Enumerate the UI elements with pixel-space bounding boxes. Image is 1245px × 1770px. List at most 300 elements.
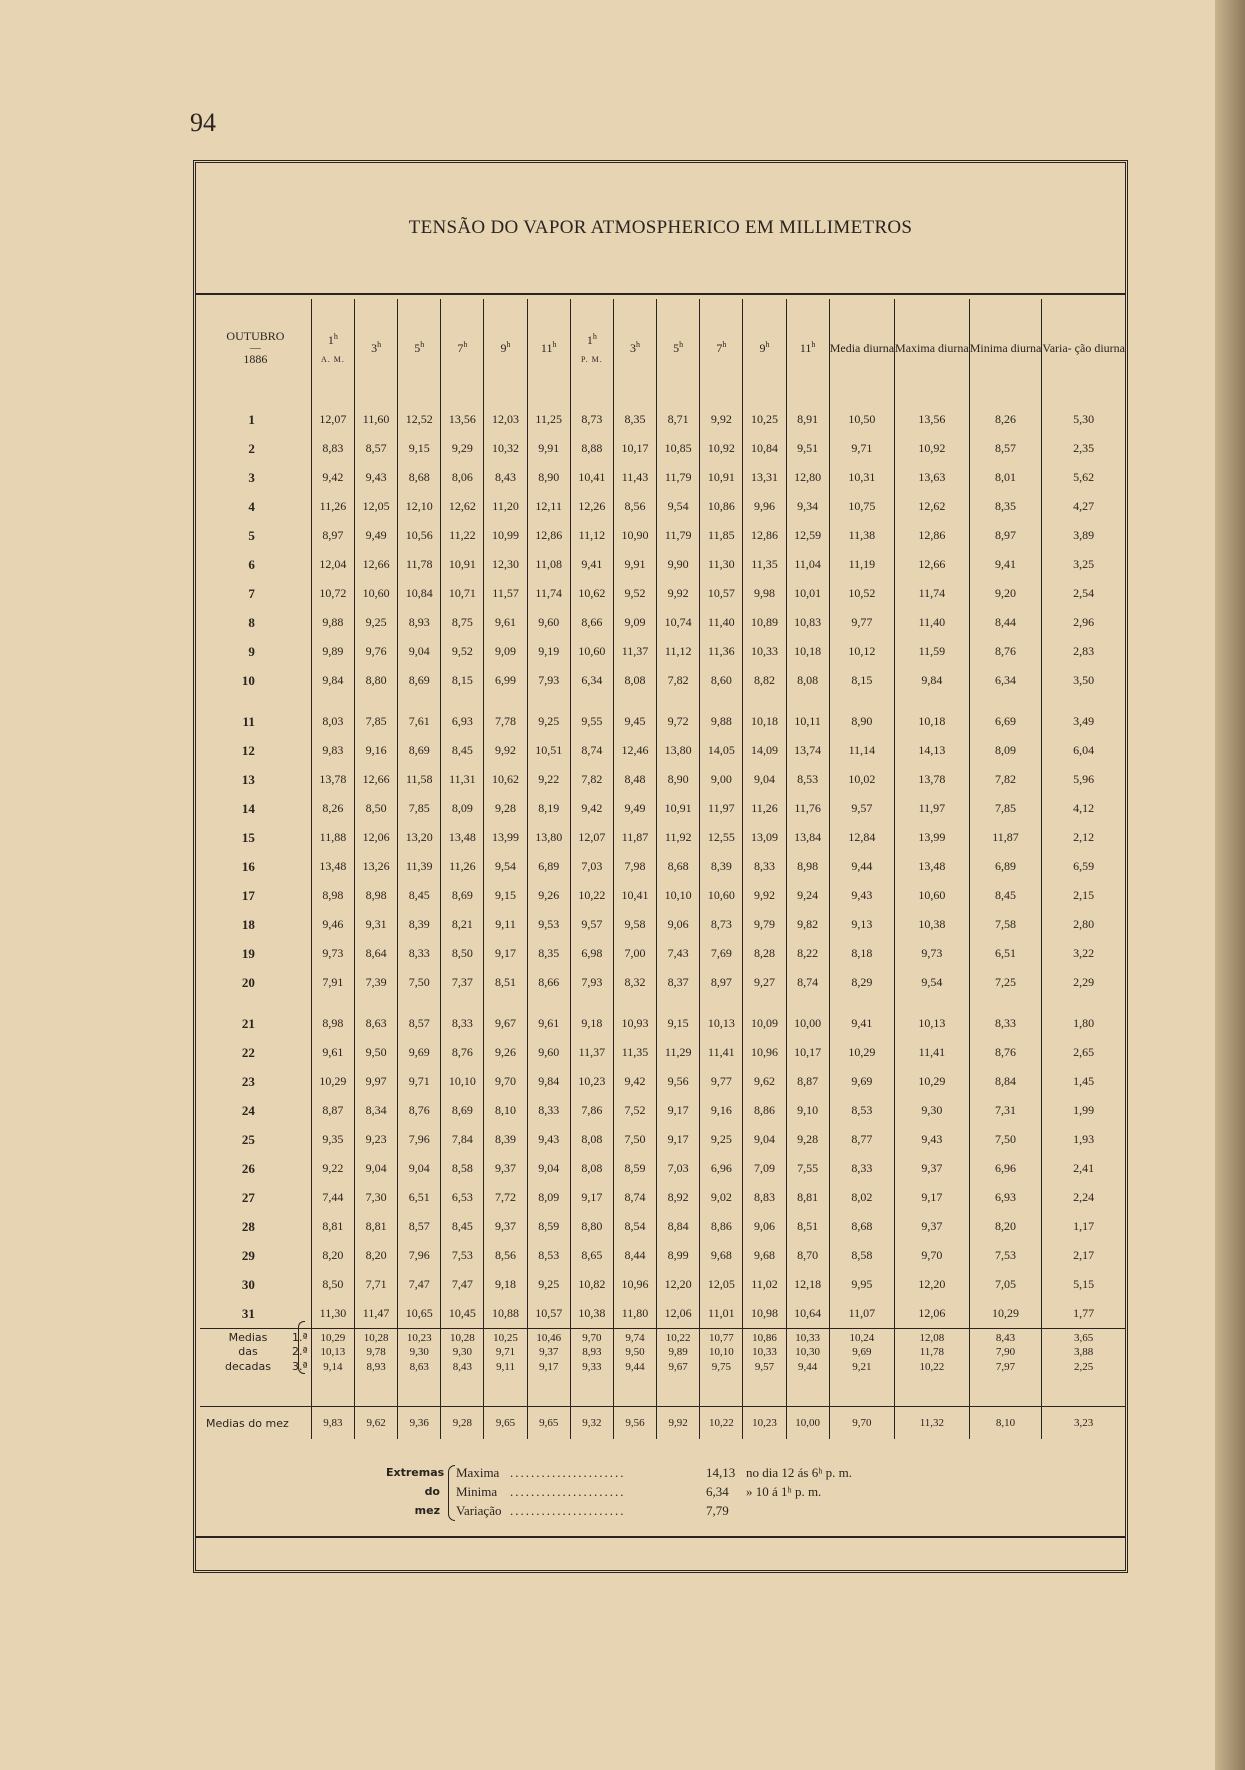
value-cell: 9,22 [527,765,570,794]
value-cell: 9,50 [613,1344,656,1359]
value-cell: 7,53 [969,1241,1042,1270]
value-cell: 8,08 [786,666,829,695]
value-cell: 13,26 [355,852,398,881]
header-hour-cell [570,299,613,397]
value-cell: 8,29 [829,968,894,997]
header-hour-cell [484,299,527,397]
value-cell: 9,16 [700,1096,743,1125]
value-cell: 9,16 [355,736,398,765]
value-cell: 12,10 [398,492,441,521]
value-cell: 1,99 [1042,1096,1125,1125]
header-media: Media diurna [829,340,895,355]
header-hour-cell [786,299,829,397]
value-cell: 13,56 [441,397,484,434]
value-cell: 10,29 [829,1038,894,1067]
value-cell: 8,74 [786,968,829,997]
value-cell: 8,34 [355,1096,398,1125]
value-cell: 12,62 [441,492,484,521]
value-cell: 13,99 [484,823,527,852]
value-cell: 9,92 [743,881,786,910]
hour-sup: h [679,340,684,349]
value-cell: 9,18 [484,1270,527,1299]
value-cell: 10,25 [484,1329,527,1345]
value-cell: 9,17 [657,1125,700,1154]
value-cell: 8,93 [570,1344,613,1359]
hour-number: 1 [586,333,593,347]
value-cell: 10,45 [441,1299,484,1329]
value-cell: 7,50 [398,968,441,997]
day-number: 15 [241,829,255,845]
value-cell: 7,69 [700,939,743,968]
value-cell: 9,70 [895,1241,970,1270]
value-cell: 12,26 [570,492,613,521]
gap-cell [311,695,354,707]
value-cell: 10,77 [700,1329,743,1345]
value-cell: 11,31 [441,765,484,794]
gap-cell [441,997,484,1009]
value-cell: 8,60 [700,666,743,695]
decade-label-word: decadas [225,1360,271,1373]
header-hour-cell [657,299,700,397]
gap-cell [441,1374,484,1407]
value-cell: 11,43 [613,463,656,492]
value-cell: 12,30 [484,550,527,579]
value-cell: 9,04 [398,1154,441,1183]
value-cell: 10,29 [311,1329,354,1345]
value-cell: 12,07 [311,397,354,434]
value-cell: 9,37 [895,1154,970,1183]
hour-number: 1 [327,333,334,347]
value-cell: 10,18 [895,707,970,736]
value-cell: 8,21 [441,910,484,939]
gap-cell [1042,1374,1125,1407]
gap-cell [613,997,656,1009]
decade-mean-row [200,1329,1125,1345]
value-cell: 9,30 [398,1344,441,1359]
value-cell: 12,66 [355,550,398,579]
gap-cell [355,1374,398,1407]
value-cell: 7,96 [398,1241,441,1270]
value-cell: 9,50 [355,1038,398,1067]
value-cell: 9,54 [657,492,700,521]
day-number: 4 [248,498,255,514]
value-cell: 2,35 [1042,434,1125,463]
value-cell: 9,42 [311,463,354,492]
value-cell: 9,61 [311,1038,354,1067]
gap-cell [700,1374,743,1407]
value-cell: 8,20 [311,1241,354,1270]
value-cell: 9,67 [484,1009,527,1038]
value-cell: 10,84 [743,434,786,463]
value-cell: 12,86 [895,521,970,550]
month-mean-row [200,1407,1125,1440]
hour-sup: h [722,340,727,349]
value-cell: 11,39 [398,852,441,881]
value-cell: 8,81 [786,1183,829,1212]
value-cell: 7,25 [969,968,1042,997]
table-row [200,492,1125,521]
value-cell: 9,92 [484,736,527,765]
value-cell: 13,80 [527,823,570,852]
value-cell: 11,88 [311,823,354,852]
value-cell: 9,17 [527,1359,570,1374]
gap-cell [829,1374,894,1407]
value-cell: 11,26 [441,852,484,881]
table-row [200,794,1125,823]
day-number: 24 [241,1102,255,1118]
value-cell: 10,28 [355,1329,398,1345]
value-cell: 12,55 [700,823,743,852]
value-cell: 10,18 [743,707,786,736]
value-cell: 8,45 [969,881,1042,910]
value-cell: 8,66 [527,968,570,997]
gap-cell [743,997,786,1009]
value-cell: 12,66 [895,550,970,579]
value-cell: 7,84 [441,1125,484,1154]
header-hour-cell [311,299,354,397]
day-number: 26 [241,1160,255,1176]
value-cell: 8,09 [527,1183,570,1212]
value-cell: 11,78 [398,550,441,579]
value-cell: 8,68 [829,1212,894,1241]
value-cell: 9,43 [829,881,894,910]
value-cell: 9,27 [743,968,786,997]
gap-cell [895,695,970,707]
value-cell: 10,92 [700,434,743,463]
value-cell: 10,50 [829,397,894,434]
value-cell: 8,73 [700,910,743,939]
value-cell: 9,61 [527,1009,570,1038]
value-cell: 13,80 [657,736,700,765]
value-cell: 11,40 [895,608,970,637]
value-cell: 9,97 [355,1067,398,1096]
value-cell: 10,89 [743,608,786,637]
table-row [200,608,1125,637]
value-cell: 8,80 [570,1212,613,1241]
value-cell: 10,82 [570,1270,613,1299]
value-cell: 8,39 [484,1125,527,1154]
extreme-row-variacao [456,1501,1096,1520]
value-cell: 10,11 [786,707,829,736]
header-maxima: Maxima diurna [895,340,969,355]
value-cell: 8,51 [484,968,527,997]
value-cell: 9,49 [613,794,656,823]
value-cell: 8,59 [613,1154,656,1183]
value-cell: 9,15 [398,434,441,463]
mean-rows [200,1329,1125,1440]
value-cell: 8,33 [829,1154,894,1183]
value-cell: 14,13 [895,736,970,765]
value-cell: 9,76 [355,637,398,666]
value-cell: 9,44 [786,1359,829,1374]
header-hour-cell [700,299,743,397]
day-number: 20 [241,974,255,990]
value-cell: 9,60 [527,1038,570,1067]
value-cell: 11,40 [700,608,743,637]
value-cell: 9,92 [700,397,743,434]
value-cell: 9,02 [700,1183,743,1212]
value-cell: 7,85 [398,794,441,823]
value-cell: 13,63 [895,463,970,492]
value-cell: 12,52 [398,397,441,434]
value-cell: 8,83 [311,434,354,463]
value-cell: 9,83 [311,736,354,765]
value-cell: 10,22 [657,1329,700,1345]
value-cell: 11,58 [398,765,441,794]
table-row [200,1038,1125,1067]
value-cell: 9,57 [570,910,613,939]
value-cell: 10,10 [700,1344,743,1359]
decade-mean-row [200,1359,1125,1374]
value-cell: 9,52 [441,637,484,666]
value-cell: 9,04 [743,1125,786,1154]
value-cell: 7,50 [613,1125,656,1154]
value-cell: 11,78 [895,1344,970,1359]
day-number: 6 [248,556,255,572]
value-cell: 10,33 [786,1329,829,1345]
value-cell: 9,15 [657,1009,700,1038]
gap-cell [895,1374,970,1407]
value-cell: 12,05 [355,492,398,521]
value-cell: 8,70 [786,1241,829,1270]
value-cell: 9,54 [895,968,970,997]
gap-cell [829,997,894,1009]
value-cell: 10,46 [527,1329,570,1345]
leader-dots: ...................... [510,1484,626,1499]
value-cell: 8,53 [527,1241,570,1270]
value-cell: 9,21 [829,1359,894,1374]
day-number: 23 [241,1073,255,1089]
value-cell: 9,65 [527,1407,570,1440]
extremes-label [386,1463,445,1520]
header-minima-cell [969,299,1042,397]
value-cell: 9,95 [829,1270,894,1299]
day-number: 19 [241,945,255,961]
value-cell: 8,98 [355,881,398,910]
value-cell: 12,46 [613,736,656,765]
decade-label-word: das [238,1345,258,1358]
value-cell: 9,74 [613,1329,656,1345]
table-row [200,1125,1125,1154]
value-cell: 8,92 [657,1183,700,1212]
value-cell: 9,30 [895,1096,970,1125]
value-cell: 9,84 [311,666,354,695]
value-cell: 11,85 [700,521,743,550]
value-cell: 8,90 [527,463,570,492]
table-row [200,881,1125,910]
value-cell: 6,69 [969,707,1042,736]
extremes-label-line: Extremas [386,1466,445,1479]
value-cell: 8,15 [829,666,894,695]
value-cell: 9,92 [657,1407,700,1440]
gap-cell [969,997,1042,1009]
value-cell: 10,23 [398,1329,441,1345]
value-cell: 8,93 [355,1359,398,1374]
gap-cell [700,695,743,707]
value-cell: 11,25 [527,397,570,434]
value-cell: 9,37 [895,1212,970,1241]
decade-gap [200,997,1125,1009]
value-cell: 5,62 [1042,463,1125,492]
value-cell: 9,45 [613,707,656,736]
value-cell: 9,79 [743,910,786,939]
value-cell: 13,48 [441,823,484,852]
gap-cell [657,997,700,1009]
value-cell: 9,73 [895,939,970,968]
value-cell: 9,31 [355,910,398,939]
daily-rows [200,397,1125,1329]
value-cell: 10,23 [743,1407,786,1440]
value-cell: 8,65 [570,1241,613,1270]
value-cell: 8,97 [311,521,354,550]
gap-cell [613,1374,656,1407]
value-cell: 11,29 [657,1038,700,1067]
value-cell: 10,60 [895,881,970,910]
value-cell: 9,13 [829,910,894,939]
value-cell: 14,09 [743,736,786,765]
value-cell: 13,78 [895,765,970,794]
value-cell: 13,99 [895,823,970,852]
hour-number: 9 [500,341,507,355]
gap-cell [895,997,970,1009]
value-cell: 9,57 [743,1359,786,1374]
value-cell: 9,56 [657,1067,700,1096]
value-cell: 8,08 [570,1154,613,1183]
gap-cell [969,1374,1042,1407]
value-cell: 11,92 [657,823,700,852]
value-cell: 9,15 [484,881,527,910]
value-cell: 7,61 [398,707,441,736]
value-cell: 11,19 [829,550,894,579]
hour-sup: h [420,340,425,349]
value-cell: 10,91 [441,550,484,579]
bottom-rule [196,1536,1125,1538]
value-cell: 2,17 [1042,1241,1125,1270]
value-cell: 8,02 [829,1183,894,1212]
value-cell: 9,25 [700,1125,743,1154]
value-cell: 7,53 [441,1241,484,1270]
value-cell: 9,42 [613,1067,656,1096]
extreme-name: Minima [456,1484,498,1499]
value-cell: 8,90 [657,765,700,794]
gap-cell [527,1374,570,1407]
table-row [200,968,1125,997]
value-cell: 8,45 [441,736,484,765]
decade-ordinal: 3.ª [292,1360,308,1373]
value-cell: 7,86 [570,1096,613,1125]
value-cell: 8,71 [657,397,700,434]
value-cell: 8,54 [613,1212,656,1241]
value-cell: 9,04 [527,1154,570,1183]
value-cell: 2,80 [1042,910,1125,939]
value-cell: 9,70 [484,1067,527,1096]
value-cell: 7,82 [570,765,613,794]
hour-number: 3 [371,341,378,355]
value-cell: 9,18 [570,1009,613,1038]
value-cell: 11,20 [484,492,527,521]
header-month: OUTUBRO [226,329,285,343]
table-frame [193,160,1128,1573]
value-cell: 12,03 [484,397,527,434]
hour-period: P. M. [581,355,603,364]
value-cell: 9,17 [657,1096,700,1125]
value-cell: 8,73 [570,397,613,434]
value-cell: 9,37 [484,1154,527,1183]
value-cell: 9,11 [484,910,527,939]
value-cell: 13,48 [895,852,970,881]
value-cell: 9,42 [570,794,613,823]
value-cell: 9,22 [311,1154,354,1183]
value-cell: 8,03 [311,707,354,736]
header-hour-cell [743,299,786,397]
value-cell: 8,64 [355,939,398,968]
decade-ordinal: 1.ª [292,1331,308,1344]
value-cell: 12,06 [355,823,398,852]
decade-gap [200,695,1125,707]
value-cell: 10,00 [786,1407,829,1440]
table-row [200,434,1125,463]
value-cell: 8,58 [829,1241,894,1270]
value-cell: 8,08 [570,1125,613,1154]
value-cell: 12,07 [570,823,613,852]
value-cell: 11,79 [657,463,700,492]
value-cell: 7,30 [355,1183,398,1212]
value-cell: 11,22 [441,521,484,550]
value-cell: 8,39 [398,910,441,939]
extreme-value: 6,34 [706,1484,729,1499]
value-cell: 12,84 [829,823,894,852]
value-cell: 8,01 [969,463,1042,492]
day-number: 21 [241,1015,255,1031]
value-cell: 7,96 [398,1125,441,1154]
value-cell: 10,13 [311,1344,354,1359]
value-cell: 12,80 [786,463,829,492]
value-cell: 9,69 [829,1067,894,1096]
hour-sup: h [377,340,382,349]
day-number: 13 [241,771,255,787]
value-cell: 11,74 [527,579,570,608]
value-cell: 8,43 [484,463,527,492]
table-row [200,521,1125,550]
value-cell: 8,84 [969,1067,1042,1096]
hour-sup: h [506,340,511,349]
value-cell: 7,91 [311,968,354,997]
value-cell: 8,76 [441,1038,484,1067]
hour-number: 5 [414,341,421,355]
value-cell: 8,10 [484,1096,527,1125]
value-cell: 8,87 [786,1067,829,1096]
value-cell: 8,97 [969,521,1042,550]
value-cell: 9,58 [613,910,656,939]
value-cell: 8,37 [657,968,700,997]
value-cell: 11,47 [355,1299,398,1329]
value-cell: 8,45 [441,1212,484,1241]
value-cell: 11,80 [613,1299,656,1329]
value-cell: 11,14 [829,736,894,765]
value-cell: 8,06 [441,463,484,492]
gap-cell [700,997,743,1009]
value-cell: 8,44 [613,1241,656,1270]
value-cell: 9,62 [743,1067,786,1096]
value-cell: 10,74 [657,608,700,637]
value-cell: 8,63 [355,1009,398,1038]
value-cell: 9,98 [743,579,786,608]
value-cell: 10,29 [895,1067,970,1096]
value-cell: 7,03 [570,852,613,881]
value-cell: 10,75 [829,492,894,521]
value-cell: 9,14 [311,1359,354,1374]
extreme-row-maxima [456,1463,1096,1482]
